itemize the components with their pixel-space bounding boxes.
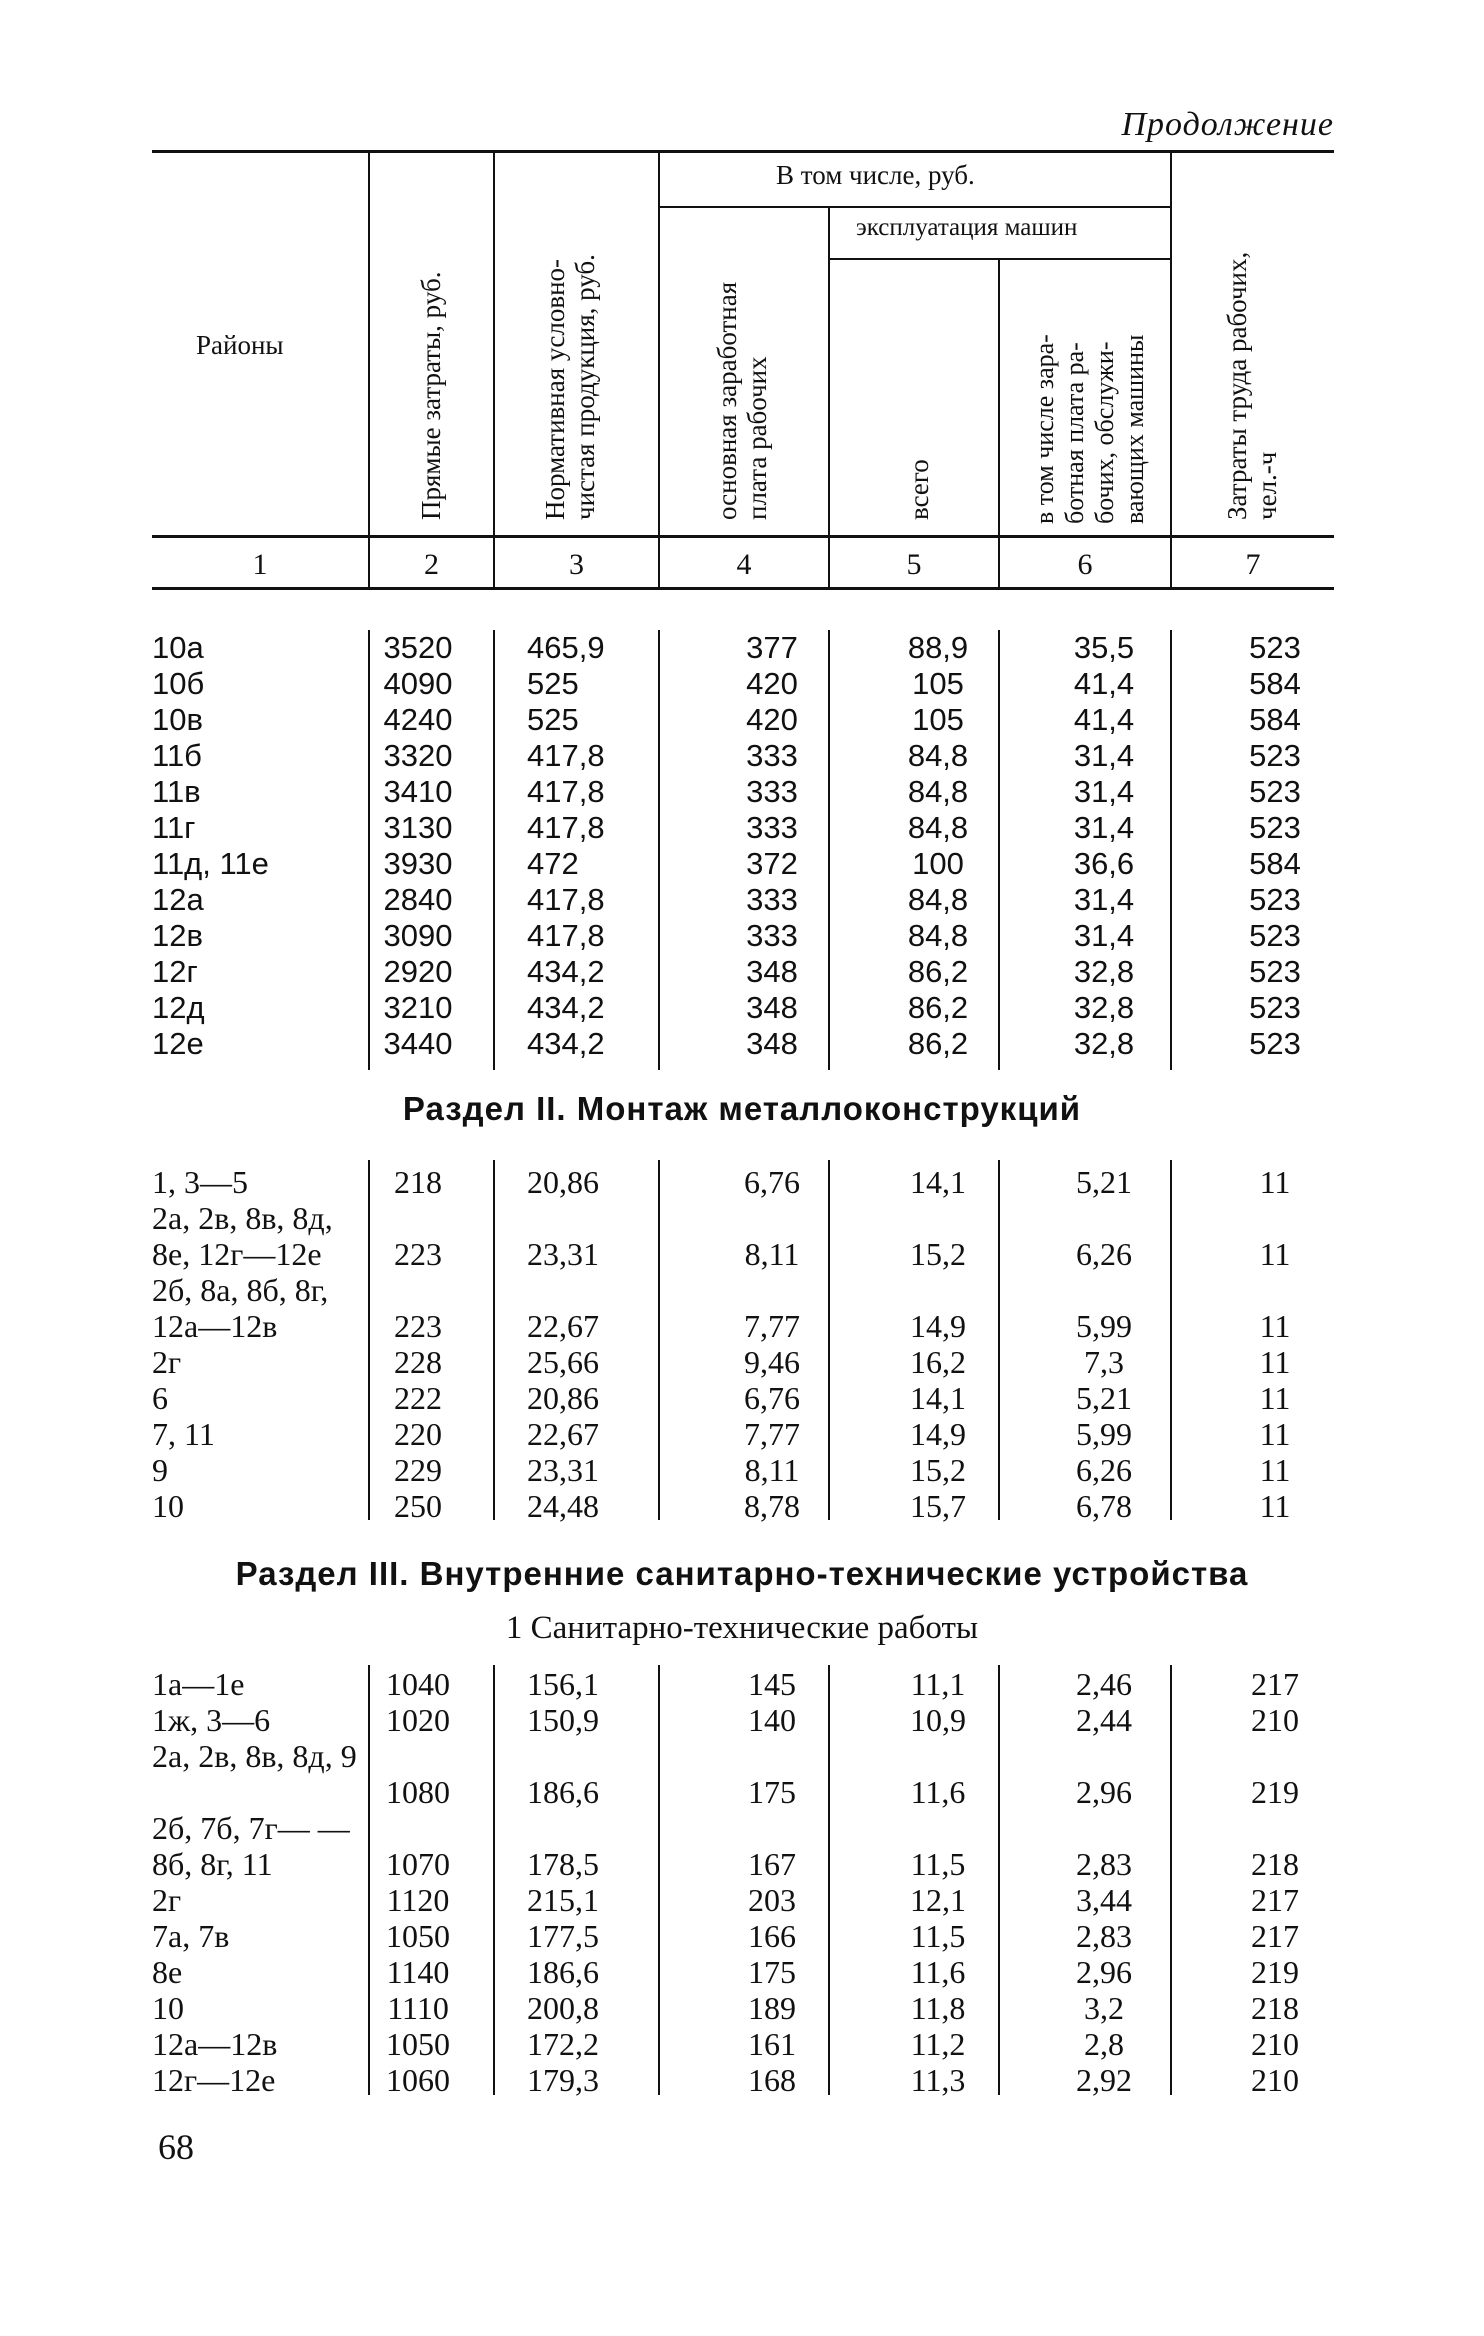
- section-3-title: Раздел III. Внутренние санитарно-технические устройства: [235, 1555, 1249, 1592]
- value-cell-col4: 333: [746, 738, 798, 773]
- value-cell-col3: 24,48: [527, 1488, 599, 1524]
- value-cell-col2: 3440: [383, 1026, 453, 1061]
- region-cell: 10: [152, 1488, 184, 1524]
- value-cell-col6: 32,8: [1073, 1026, 1135, 1061]
- value-cell-col6: 35,5: [1073, 630, 1135, 665]
- value-cell-col2: 4090: [383, 666, 453, 701]
- machines-rule: [830, 258, 1172, 260]
- value-cell-col4: 6,76: [744, 1380, 800, 1416]
- value-cell-col2: 1040: [386, 1666, 450, 1702]
- region-cell: 7, 11: [152, 1416, 215, 1452]
- value-cell-col7: 210: [1251, 2026, 1299, 2062]
- numbers-bottom-rule: [152, 587, 1334, 590]
- header-vline-6: [1170, 152, 1172, 588]
- value-cell-col3: 200,8: [527, 1990, 599, 2026]
- value-cell-col6: 2,44: [1076, 1702, 1132, 1738]
- header-col5: [904, 459, 934, 520]
- value-cell-col5: 15,2: [910, 1452, 966, 1488]
- value-cell-col3: 417,8: [527, 882, 605, 917]
- table-row: [152, 882, 1332, 918]
- header-vline-3: [658, 152, 660, 588]
- value-cell-col2: 1020: [386, 1702, 450, 1738]
- region-cell: 1ж, 3—6: [152, 1702, 271, 1738]
- value-cell-col2: 3130: [383, 810, 453, 845]
- value-cell-col5: 86,2: [907, 1026, 969, 1061]
- value-cell-col6: 41,4: [1073, 702, 1135, 737]
- value-cell-col2: 223: [394, 1308, 442, 1344]
- region-cell: 12г—12е: [152, 2062, 276, 2098]
- value-cell-col2: 1060: [386, 2062, 450, 2098]
- region-cell: 10в: [152, 702, 203, 737]
- table-row: [152, 702, 1332, 738]
- value-cell-col5: 84,8: [907, 774, 969, 809]
- value-cell-col5: 105: [912, 666, 964, 701]
- value-cell-col2: 220: [394, 1416, 442, 1452]
- value-cell-col2: 250: [394, 1488, 442, 1524]
- continuation-label: Продолжение: [1121, 106, 1334, 143]
- header-col6-line4: вающих машины: [1120, 334, 1149, 524]
- table-row: [152, 1666, 1332, 1702]
- value-cell-col4: 175: [748, 1774, 796, 1810]
- value-cell-col3: 525: [527, 666, 579, 701]
- value-cell-col3: 20,86: [527, 1380, 599, 1416]
- value-cell-col2: 1080: [386, 1774, 450, 1810]
- value-cell-col4: 348: [746, 1026, 798, 1061]
- value-cell-col7: 218: [1251, 1846, 1299, 1882]
- value-cell-col2: 2920: [383, 954, 453, 989]
- value-cell-col5: 105: [912, 702, 964, 737]
- table-row: [152, 810, 1332, 846]
- region-cell: 2г: [152, 1344, 182, 1380]
- value-cell-col3: 150,9: [527, 1702, 599, 1738]
- table-row: [152, 846, 1332, 882]
- value-cell-col7: 11: [1259, 1452, 1291, 1488]
- region-cell: 12д: [152, 990, 205, 1025]
- value-cell-col5: 14,1: [910, 1164, 966, 1200]
- value-cell-col4: 7,77: [744, 1308, 800, 1344]
- value-cell-col4: 166: [748, 1918, 796, 1954]
- table-row: [152, 1882, 1332, 1918]
- table-row: [152, 1416, 1332, 1452]
- value-cell-col5: 11,1: [910, 1666, 966, 1702]
- value-cell-col5: 11,6: [910, 1954, 966, 1990]
- group-rule: [660, 206, 1172, 208]
- value-cell-col7: 217: [1251, 1666, 1299, 1702]
- value-cell-col2: 3930: [383, 846, 453, 881]
- value-cell-col5: 86,2: [907, 954, 969, 989]
- value-cell-col6: 32,8: [1073, 954, 1135, 989]
- header-col4: [712, 282, 772, 520]
- value-cell-col4: 167: [748, 1846, 796, 1882]
- header-group: В том числе, руб.: [776, 160, 975, 190]
- value-cell-col4: 8,11: [744, 1452, 800, 1488]
- table-row: [152, 1452, 1332, 1488]
- value-cell-col4: 203: [748, 1882, 796, 1918]
- value-cell-col6: 5,21: [1076, 1380, 1132, 1416]
- value-cell-col7: 11: [1259, 1344, 1291, 1380]
- region-cell: 2г: [152, 1882, 182, 1918]
- value-cell-col6: 31,4: [1073, 918, 1135, 953]
- value-cell-col2: 1050: [386, 2026, 450, 2062]
- value-cell-col5: 84,8: [907, 882, 969, 917]
- value-cell-col4: 8,78: [744, 1488, 800, 1524]
- value-cell-col2: 218: [394, 1164, 442, 1200]
- table-row: [152, 918, 1332, 954]
- value-cell-col4: 333: [746, 918, 798, 953]
- value-cell-col4: 7,77: [744, 1416, 800, 1452]
- value-cell-col7: 523: [1249, 882, 1301, 917]
- value-cell-col4: 333: [746, 882, 798, 917]
- region-cell: 12а—12в: [152, 2026, 278, 2062]
- value-cell-col6: 3,44: [1076, 1882, 1132, 1918]
- value-cell-col5: 12,1: [910, 1882, 966, 1918]
- value-cell-col3: 417,8: [527, 738, 605, 773]
- value-cell-col2: 223: [394, 1236, 442, 1272]
- colnum-7: 7: [1245, 548, 1261, 581]
- value-cell-col5: 14,9: [910, 1308, 966, 1344]
- table-row: [152, 774, 1332, 810]
- value-cell-col5: 14,1: [910, 1380, 966, 1416]
- header-vline-5: [998, 260, 1000, 588]
- value-cell-col4: 420: [746, 702, 798, 737]
- value-cell-col2: 229: [394, 1452, 442, 1488]
- value-cell-col3: 434,2: [527, 954, 605, 989]
- value-cell-col3: 186,6: [527, 1774, 599, 1810]
- table-row: [152, 2026, 1332, 2062]
- value-cell-col7: 523: [1249, 774, 1301, 809]
- value-cell-col4: 348: [746, 990, 798, 1025]
- value-cell-col4: 333: [746, 810, 798, 845]
- region-cell: 8е: [152, 1954, 183, 1990]
- value-cell-col7: 523: [1249, 738, 1301, 773]
- header-col6-line2: ботная плата ра-: [1060, 342, 1089, 524]
- value-cell-col7: 523: [1249, 630, 1301, 665]
- region-cell: 12е: [152, 1026, 204, 1061]
- value-cell-col7: 523: [1249, 954, 1301, 989]
- value-cell-col5: 84,8: [907, 918, 969, 953]
- value-cell-col7: 210: [1251, 2062, 1299, 2098]
- value-cell-col7: 11: [1259, 1380, 1291, 1416]
- value-cell-col7: 584: [1249, 846, 1301, 881]
- section-2-title: Раздел II. Монтаж металлоконструкций: [402, 1090, 1082, 1127]
- table-row: [152, 1344, 1332, 1380]
- value-cell-col7: 210: [1251, 1702, 1299, 1738]
- value-cell-col4: 9,46: [744, 1344, 800, 1380]
- region-cell: 10а: [152, 630, 204, 665]
- value-cell-col6: 31,4: [1073, 810, 1135, 845]
- value-cell-col4: 377: [746, 630, 798, 665]
- value-cell-col6: 5,99: [1076, 1416, 1132, 1452]
- value-cell-col6: 3,2: [1084, 1990, 1124, 2026]
- table-2: [152, 1164, 1332, 1524]
- region-cell: 1, 3—5: [152, 1164, 248, 1200]
- region-cell: 11г: [152, 810, 196, 845]
- value-cell-col3: 156,1: [527, 1666, 599, 1702]
- value-cell-col3: 417,8: [527, 810, 605, 845]
- value-cell-col7: 584: [1249, 666, 1301, 701]
- value-cell-col7: 523: [1249, 918, 1301, 953]
- header-col7-line1: Затраты труда рабочих,: [1222, 251, 1252, 520]
- region-cell: 10б: [152, 666, 205, 701]
- value-cell-col7: 217: [1251, 1918, 1299, 1954]
- value-cell-col6: 31,4: [1073, 738, 1135, 773]
- header-bottom-rule: [152, 535, 1334, 538]
- value-cell-col3: 417,8: [527, 774, 605, 809]
- value-cell-col6: 2,8: [1084, 2026, 1124, 2062]
- value-cell-col5: 11,3: [910, 2062, 966, 2098]
- value-cell-col6: 6,26: [1076, 1452, 1132, 1488]
- colnum-3: 3: [569, 548, 584, 581]
- table-row: [152, 990, 1332, 1026]
- value-cell-col6: 6,78: [1076, 1488, 1132, 1524]
- table-3: [152, 1666, 1332, 2098]
- value-cell-col6: 5,21: [1076, 1164, 1132, 1200]
- colnum-5: 5: [906, 548, 922, 581]
- value-cell-col4: 6,76: [744, 1164, 800, 1200]
- value-cell-col3: 186,6: [527, 1954, 599, 1990]
- value-cell-col3: 22,67: [527, 1416, 599, 1452]
- value-cell-col4: 372: [746, 846, 798, 881]
- region-cell: 11б: [152, 738, 202, 773]
- value-cell-col5: 11,6: [910, 1774, 966, 1810]
- value-cell-col2: 3520: [383, 630, 453, 665]
- value-cell-col6: 2,96: [1076, 1954, 1132, 1990]
- region-cell: 10: [152, 1990, 184, 2026]
- value-cell-col2: 4240: [383, 702, 453, 737]
- value-cell-col2: 3090: [383, 918, 453, 953]
- value-cell-col3: 177,5: [527, 1918, 599, 1954]
- value-cell-col2: 1050: [386, 1918, 450, 1954]
- table-row: [152, 1380, 1332, 1416]
- value-cell-col5: 15,7: [910, 1488, 966, 1524]
- value-cell-col3: 172,2: [527, 2026, 599, 2062]
- table-1: [152, 630, 1332, 1062]
- table-row: [152, 1026, 1332, 1062]
- value-cell-col6: 6,26: [1076, 1236, 1132, 1272]
- value-cell-col7: 11: [1259, 1236, 1291, 1272]
- value-cell-col2: 2840: [383, 882, 453, 917]
- region-cell: 2а, 2в, 8в, 8д, 8е, 12г—12е: [152, 1200, 333, 1272]
- value-cell-col5: 100: [912, 846, 964, 881]
- header-vline-4: [828, 208, 830, 588]
- header-col2-text: Прямые затраты, руб.: [416, 271, 446, 520]
- value-cell-col3: 25,66: [527, 1344, 599, 1380]
- header-machines: эксплуатация машин: [856, 214, 1078, 241]
- region-cell: 1а—1е: [152, 1666, 245, 1702]
- value-cell-col7: 219: [1251, 1774, 1299, 1810]
- value-cell-col6: 36,6: [1073, 846, 1135, 881]
- table-row: [152, 666, 1332, 702]
- value-cell-col2: 1070: [386, 1846, 450, 1882]
- value-cell-col5: 84,8: [907, 738, 969, 773]
- table-row: [152, 1918, 1332, 1954]
- value-cell-col3: 525: [527, 702, 579, 737]
- value-cell-col5: 84,8: [907, 810, 969, 845]
- value-cell-col7: 523: [1249, 990, 1301, 1025]
- value-cell-col2: 3210: [383, 990, 453, 1025]
- value-cell-col4: 161: [748, 2026, 796, 2062]
- value-cell-col4: 348: [746, 954, 798, 989]
- value-cell-col3: 417,8: [527, 918, 605, 953]
- header-col6-line1: в том числе зара-: [1030, 334, 1059, 524]
- table-row: [152, 1702, 1332, 1738]
- value-cell-col4: 420: [746, 666, 798, 701]
- value-cell-col7: 11: [1259, 1308, 1291, 1344]
- value-cell-col4: 175: [748, 1954, 796, 1990]
- value-cell-col2: 228: [394, 1344, 442, 1380]
- value-cell-col6: 2,46: [1076, 1666, 1132, 1702]
- value-cell-col4: 140: [748, 1702, 796, 1738]
- colnum-6: 6: [1077, 548, 1093, 581]
- value-cell-col6: 5,99: [1076, 1308, 1132, 1344]
- value-cell-col6: 7,3: [1084, 1344, 1124, 1380]
- value-cell-col3: 178,5: [527, 1846, 599, 1882]
- value-cell-col2: 1120: [386, 1882, 450, 1918]
- value-cell-col5: 88,9: [907, 630, 969, 665]
- value-cell-col5: 14,9: [910, 1416, 966, 1452]
- value-cell-col7: 11: [1259, 1416, 1291, 1452]
- colnum-2: 2: [424, 548, 439, 581]
- value-cell-col3: 22,67: [527, 1308, 599, 1344]
- value-cell-col3: 179,3: [527, 2062, 599, 2098]
- region-cell: 7а, 7в: [152, 1918, 230, 1954]
- page-number: 68: [158, 2127, 194, 2167]
- table-row: [152, 1954, 1332, 1990]
- table-row: [152, 1738, 1332, 1810]
- value-cell-col5: 86,2: [907, 990, 969, 1025]
- value-cell-col3: 215,1: [527, 1882, 599, 1918]
- value-cell-col3: 23,31: [527, 1236, 599, 1272]
- value-cell-col3: 434,2: [527, 990, 605, 1025]
- value-cell-col5: 11,5: [910, 1846, 966, 1882]
- value-cell-col3: 472: [527, 846, 579, 881]
- value-cell-col2: 3410: [383, 774, 453, 809]
- table-row: [152, 2062, 1332, 2098]
- region-cell: 2а, 2в, 8в, 8д, 9: [152, 1738, 357, 1774]
- value-cell-col2: 1110: [387, 1990, 449, 2026]
- header-col6-line3: бочих, обслужи-: [1090, 341, 1119, 524]
- header-col1: Районы: [196, 330, 284, 360]
- header-col3-line1: Нормативная условно-: [540, 258, 570, 520]
- value-cell-col7: 523: [1249, 810, 1301, 845]
- header-col3: [540, 254, 600, 520]
- value-cell-col5: 10,9: [910, 1702, 966, 1738]
- value-cell-col4: 168: [748, 2062, 796, 2098]
- region-cell: 6: [152, 1380, 168, 1416]
- value-cell-col5: 11,5: [910, 1918, 966, 1954]
- value-cell-col2: 3320: [383, 738, 453, 773]
- table-row: [152, 1164, 1332, 1200]
- value-cell-col6: 31,4: [1073, 774, 1135, 809]
- value-cell-col4: 145: [748, 1666, 796, 1702]
- value-cell-col6: 41,4: [1073, 666, 1135, 701]
- region-cell: 2б, 7б, 7г— —8б, 8г, 11: [152, 1810, 350, 1882]
- value-cell-col4: 333: [746, 774, 798, 809]
- value-cell-col3: 23,31: [527, 1452, 599, 1488]
- header-col2: [416, 272, 446, 520]
- header-vline-2: [493, 152, 495, 588]
- section-3-subtitle: 1 Санитарно-технические работы: [505, 1610, 979, 1646]
- value-cell-col5: 11,8: [910, 1990, 966, 2026]
- table-row: [152, 1990, 1332, 2026]
- table-row: [152, 1810, 1332, 1882]
- region-cell: 2б, 8а, 8б, 8г, 12а—12в: [152, 1272, 329, 1344]
- value-cell-col3: 434,2: [527, 1026, 605, 1061]
- value-cell-col6: 2,83: [1076, 1846, 1132, 1882]
- value-cell-col6: 2,96: [1076, 1774, 1132, 1810]
- value-cell-col7: 523: [1249, 1026, 1301, 1061]
- header-vline-1: [368, 152, 370, 588]
- region-cell: 11д, 11е: [152, 846, 269, 881]
- region-cell: 9: [152, 1452, 168, 1488]
- table-row: [152, 630, 1332, 666]
- value-cell-col4: 8,11: [744, 1236, 800, 1272]
- region-cell: 12в: [152, 918, 203, 953]
- value-cell-col7: 218: [1251, 1990, 1299, 2026]
- value-cell-col6: 2,92: [1076, 2062, 1132, 2098]
- value-cell-col7: 219: [1251, 1954, 1299, 1990]
- value-cell-col6: 32,8: [1073, 990, 1135, 1025]
- table-row: [152, 954, 1332, 990]
- value-cell-col5: 11,2: [910, 2026, 966, 2062]
- value-cell-col7: 11: [1259, 1488, 1291, 1524]
- header-top-rule: [152, 150, 1334, 153]
- header-col7-line2: чел.-ч: [1252, 451, 1282, 520]
- header-col5-text: всего: [904, 459, 934, 520]
- header-col6: [1030, 334, 1150, 524]
- colnum-4: 4: [736, 548, 752, 581]
- value-cell-col2: 222: [394, 1380, 442, 1416]
- region-cell: 11в: [152, 774, 201, 809]
- region-cell: 12а: [152, 882, 204, 917]
- header-col3-line2: чистая продукция, руб.: [570, 254, 600, 520]
- value-cell-col6: 31,4: [1073, 882, 1135, 917]
- header-col4-line1: основная заработная: [712, 281, 742, 520]
- value-cell-col2: 1140: [386, 1954, 450, 1990]
- value-cell-col6: 2,83: [1076, 1918, 1132, 1954]
- table-row: [152, 1272, 1332, 1344]
- value-cell-col3: 20,86: [527, 1164, 599, 1200]
- table-row: [152, 1200, 1332, 1272]
- table-row: [152, 1488, 1332, 1524]
- colnum-1: 1: [252, 548, 268, 581]
- value-cell-col5: 15,2: [910, 1236, 966, 1272]
- value-cell-col7: 584: [1249, 702, 1301, 737]
- value-cell-col4: 189: [748, 1990, 796, 2026]
- value-cell-col7: 11: [1259, 1164, 1291, 1200]
- header-col4-line2: плата рабочих: [742, 356, 772, 520]
- value-cell-col3: 465,9: [527, 630, 605, 665]
- value-cell-col5: 16,2: [910, 1344, 966, 1380]
- table-row: [152, 738, 1332, 774]
- value-cell-col7: 217: [1251, 1882, 1299, 1918]
- region-cell: 12г: [152, 954, 198, 989]
- header-col7: [1222, 252, 1282, 520]
